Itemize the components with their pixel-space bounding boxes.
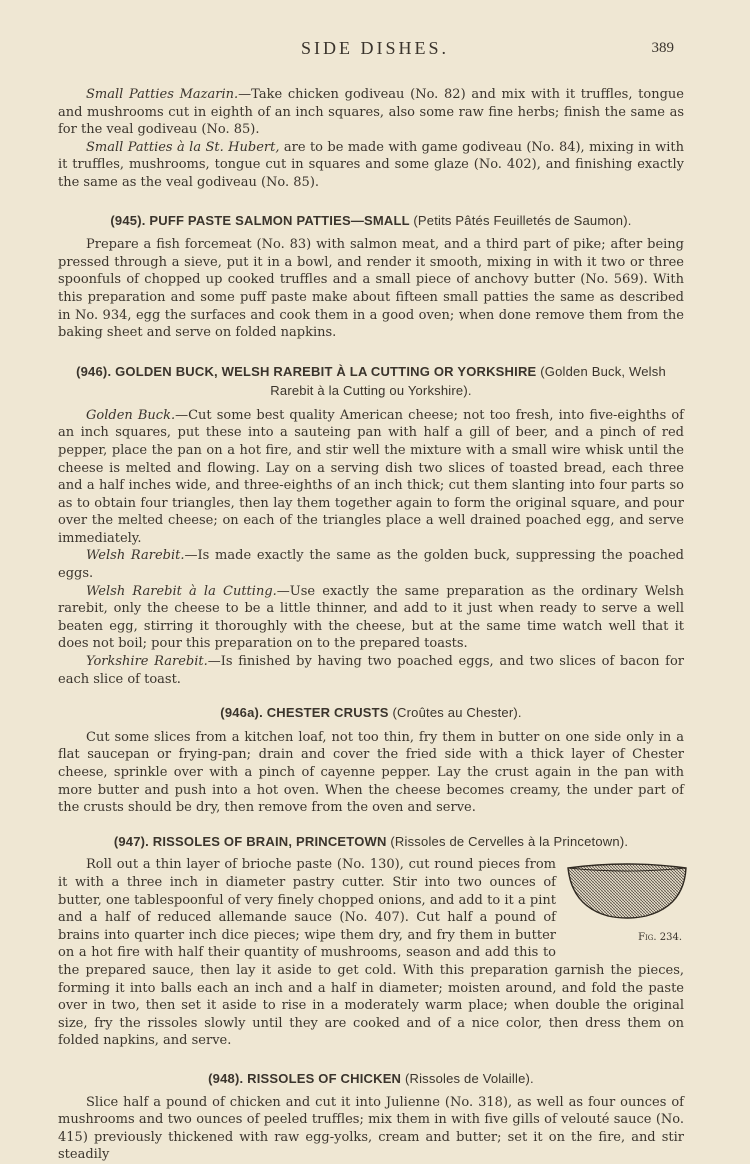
paragraph-948: Slice half a pound of chicken and cut it into Julienne (No. 318), as well as four ounces of mushrooms and two ounces of peeled truffles; mix them in with five gills of velouté sauce (No. 415) previously thickened with raw egg-yolks, cream and butter; set it on the fire, and stir steadily	[58, 1094, 684, 1163]
heading-french: (Rissoles de Cervelles à la Princetown).	[390, 833, 629, 849]
paragraph-yorkshire-rarebit	[58, 653, 684, 688]
heading-text: (946a). CHESTER CRUSTS	[220, 705, 389, 721]
paragraph-welsh-rarebit	[58, 547, 684, 582]
section-heading-948	[58, 1070, 684, 1088]
recipe-text: —Is finished by having two poached eggs, and two slices of bacon for each slice of toast.	[58, 654, 684, 687]
section-heading-947	[58, 833, 684, 851]
section-heading-945	[58, 212, 684, 230]
page-title: SIDE DISHES.	[300, 38, 449, 58]
heading-text: (947). RISSOLES OF BRAIN, PRINCETOWN	[113, 833, 387, 849]
page-body	[58, 86, 684, 1164]
section-heading-946a	[58, 704, 684, 722]
recipe-title: Small Patties Mazarin.	[86, 87, 239, 102]
paragraph-golden-buck	[58, 407, 684, 548]
recipe-text: —Use exactly the same preparation as the ordinary Welsh rarebit, only the cheese to be a little thinner, and add to it just when ready to serve a well beaten egg, stirring it thoroughly with the cheese, but at the same time watch well that it does not boil; pour this preparation on to the prepared toasts.	[58, 583, 684, 652]
recipe-title: Welsh Rarebit.	[86, 548, 185, 564]
rissole-illustration	[566, 858, 688, 938]
paragraph-welsh-rarebit-cutting	[58, 583, 684, 653]
heading-text: (946). GOLDEN BUCK, WELSH RAREBIT À LA CUTTING OR YORKSHIRE	[76, 363, 537, 379]
recipe-title: Yorkshire Rarebit.	[86, 654, 208, 670]
heading-french: (Petits Pâtés Feuilletés de Saumon).	[413, 212, 632, 228]
paragraph-small-patties-mazarin	[58, 86, 684, 139]
paragraph-947: Roll out a thin layer of brioche paste (No. 130), cut round pieces from it with a three inch in diameter pastry cutter. Stir into two ounces of butter, one tablespoonful of very finely chopped onions, and add to it a pint and a half of reduced allemande sauce (No. 407). Cut half a pound of brains into quarter inch dice pieces; wipe them dry, and fry them in butter on a hot fire with half their quantity of mushrooms, season and add this to the prepared sauce, then lay it aside to get cold. With this preparation garnish the pieces, forming it into balls each an inch and a half in diameter; moisten around, and fold the paste over in two, then set it aside to rise in a moderately warm place; when double the original size, fry the rissoles slowly until they are cooked and of a nice color, then dress them on folded napkins, and serve.	[58, 857, 684, 1049]
recipe-text: —Take chicken godiveau (No. 82) and mix with it truffles, tongue and mushrooms cut in eighth of an inch squares, also some raw fine herbs; finish the same as for the veal godiveau (No. 85).	[58, 87, 684, 138]
paragraph-small-patties-st-hubert	[58, 139, 684, 192]
heading-text: (945). PUFF PASTE SALMON PATTIES—SMALL	[110, 212, 410, 228]
recipe-text: —Cut some best quality American cheese; not too fresh, into five-eighths of an inch squares, put these into a sauteing pan with half a gill of beer, and a pinch of red pepper, place the pan on a hot fire, and stir well the mixture with a small wire whisk until the cheese is melted and flowing. Lay on a serving dish two slices of toasted bread, each three and a half inches wide, and three-eighths of an inch thick; cut them slanting into four parts so as to obtain four triangles, then lay them together again to form the original square, and pour over the melted cheese; on each of the triangles place a well drained poached egg, and serve immediately.	[58, 407, 684, 546]
running-head	[0, 38, 750, 60]
section-heading-946	[58, 362, 684, 400]
page-number: 389	[651, 40, 674, 56]
recipe-text: are to be made with game godiveau (No. 84), mixing in with it truffles, mushrooms, tongue cut in squares and some glaze (No. 402), and finishing exactly the same as the veal godiveau (No. 85).	[58, 139, 685, 190]
recipe-title: Golden Buck.	[86, 407, 176, 423]
figure-caption: Fig. 234.	[638, 931, 682, 943]
recipe-text: —Is made exactly the same as the golden buck, suppressing the poached eggs.	[58, 548, 684, 582]
figure-rissole	[566, 858, 688, 946]
recipe-title: Small Patties à la St. Hubert,	[86, 139, 280, 155]
heading-french: (Golden Buck, Welsh Rarebit à la Cutting ou Yorkshire).	[270, 363, 666, 398]
heading-french: (Rissoles de Volaille).	[404, 1070, 534, 1086]
paragraph-945: Prepare a fish forcemeat (No. 83) with salmon meat, and a third part of pike; after being pressed through a sieve, put it in a bowl, and render it smooth, mixing in with it two or three spoonfuls of chopped up cooked truffles and a small piece of anchovy butter (No. 569). With this preparation and some puff paste make about fifteen small patties the same as described in No. 934, egg the surfaces and cook them in a good oven; when done remove them from the baking sheet and serve on folded napkins.	[58, 237, 684, 341]
recipe-title: Welsh Rarebit à la Cutting.	[86, 583, 277, 599]
heading-text: (948). RISSOLES OF CHICKEN	[208, 1070, 402, 1086]
paragraph-946a: Cut some slices from a kitchen loaf, not too thin, fry them in butter on one side only in a flat saucepan or frying-pan; drain and cover the fried side with a thick layer of Chester cheese, sprinkle over with a pinch of cayenne pepper. Lay the crust again in the pan with more butter and push into a hot oven. When the cheese becomes creamy, the under part of the crusts should be dry, then remove from the oven and serve.	[58, 729, 684, 816]
heading-french: (Croûtes au Chester).	[392, 705, 522, 721]
